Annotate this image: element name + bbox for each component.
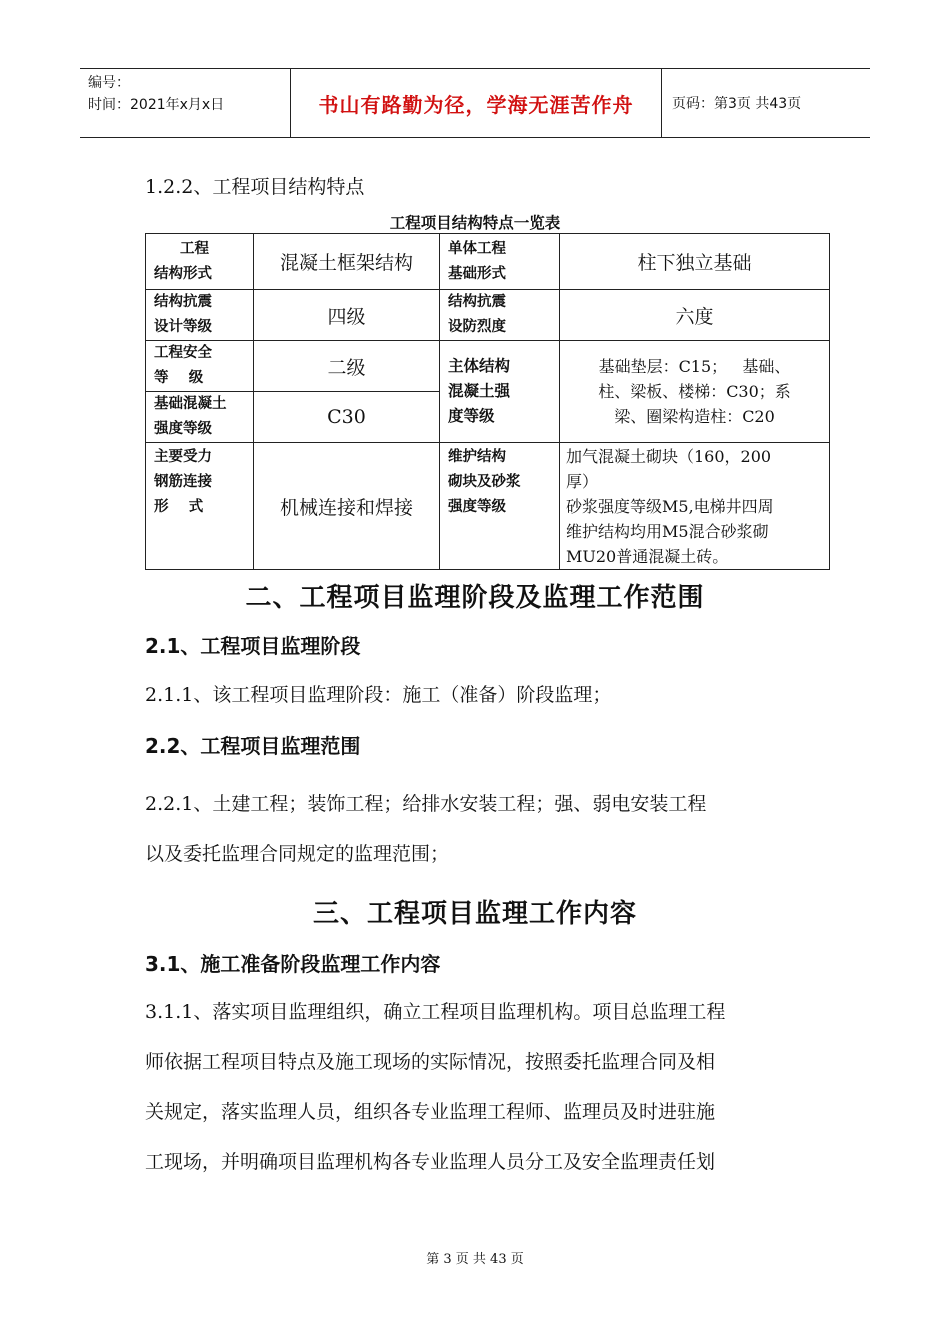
structure-features-table bbox=[145, 233, 830, 570]
label-line: 砌块及砂浆 bbox=[448, 474, 521, 490]
value-line: 柱、梁板、楼梯：C30；系 bbox=[598, 382, 791, 401]
section-2-heading: 二、工程项目监理阶段及监理工作范围 bbox=[245, 583, 705, 613]
label-line: 工程 bbox=[180, 240, 209, 257]
table-row bbox=[146, 234, 830, 290]
table-label-cell bbox=[440, 443, 560, 570]
label-line: 强度等级 bbox=[448, 499, 506, 515]
label-line: 设计等级 bbox=[154, 319, 212, 335]
label-line: 结构抗震 bbox=[448, 294, 506, 310]
label-line: 主体结构 bbox=[448, 357, 511, 375]
section-3-heading: 三、工程项目监理工作内容 bbox=[312, 899, 637, 929]
label-line: 单体工程 bbox=[448, 240, 506, 257]
doc-date-label: 时间：2021年x月x日 bbox=[88, 97, 225, 113]
label-line: 基础形式 bbox=[448, 265, 506, 282]
label-line: 强度等级 bbox=[154, 421, 212, 437]
section-3-1-heading: 3.1、施工准备阶段监理工作内容 bbox=[145, 952, 441, 976]
value-line: 加气混凝土砌块（160，200 bbox=[566, 447, 772, 466]
table-label-cell bbox=[146, 341, 254, 392]
table-value-cell: 机械连接和焊接 bbox=[254, 443, 440, 570]
table-row bbox=[146, 290, 830, 341]
label-line: 形 式 bbox=[154, 499, 204, 515]
label-line: 结构形式 bbox=[154, 265, 212, 282]
label-line: 等 级 bbox=[154, 370, 204, 386]
table-value-cell bbox=[560, 341, 830, 443]
doc-code-label: 编号： bbox=[88, 75, 130, 91]
table-value-cell: 二级 bbox=[254, 341, 440, 392]
value-line: 厚） bbox=[566, 472, 599, 491]
paragraph-3-1-1-line: 师依据工程项目特点及施工现场的实际情况，按照委托监理合同及相 bbox=[145, 1051, 716, 1073]
table-value-cell: 四级 bbox=[254, 290, 440, 341]
label-line: 工程安全 bbox=[154, 345, 212, 361]
table-label-cell bbox=[146, 443, 254, 570]
value-line: 砂浆强度等级M5,电梯井四周 bbox=[566, 497, 774, 516]
header-motto: 书山有路勤为径，学海无涯苦作舟 bbox=[290, 69, 662, 137]
table-value-cell bbox=[560, 443, 830, 570]
label-line: 维护结构 bbox=[448, 449, 506, 465]
table-label-cell bbox=[146, 234, 254, 290]
table-label-cell bbox=[146, 290, 254, 341]
table-value-cell: 混凝土框架结构 bbox=[254, 234, 440, 290]
paragraph-2-1-1: 2.1.1、该工程项目监理阶段：施工（准备）阶段监理； bbox=[145, 684, 612, 706]
table-label-cell bbox=[440, 234, 560, 290]
section-1-2-2-heading: 1.2.2、工程项目结构特点 bbox=[145, 176, 365, 198]
paragraph-3-1-1-line: 3.1.1、落实项目监理组织，确立工程项目监理机构。项目总监理工程 bbox=[145, 1001, 726, 1023]
label-line: 基础混凝土 bbox=[154, 396, 227, 412]
table-value-cell: 柱下独立基础 bbox=[560, 234, 830, 290]
label-line: 结构抗震 bbox=[154, 294, 212, 310]
paragraph-3-1-1-line: 关规定，落实监理人员，组织各专业监理工程师、监理员及时进驻施 bbox=[145, 1101, 716, 1123]
label-line: 度等级 bbox=[448, 407, 495, 425]
paragraph-2-2-1-line: 以及委托监理合同规定的监理范围； bbox=[145, 843, 450, 865]
value-line: 梁、圈梁构造柱：C20 bbox=[614, 407, 775, 426]
paragraph-2-2-1-line: 2.2.1、土建工程；装饰工程；给排水安装工程；强、弱电安装工程 bbox=[145, 793, 707, 815]
table-label-cell bbox=[440, 341, 560, 443]
table-row bbox=[146, 341, 830, 392]
label-line: 钢筋连接 bbox=[154, 474, 212, 490]
table-value-cell: 六度 bbox=[560, 290, 830, 341]
value-line: 基础垫层：C15； 基础、 bbox=[598, 357, 791, 376]
page-footer: 第 3 页 共 43 页 bbox=[426, 1252, 524, 1267]
label-line: 主要受力 bbox=[154, 449, 212, 465]
paragraph-3-1-1-line: 工现场，并明确项目监理机构各专业监理人员分工及安全监理责任划 bbox=[145, 1151, 716, 1173]
header-meta bbox=[80, 69, 290, 137]
table-label-cell bbox=[440, 290, 560, 341]
table-title: 工程项目结构特点一览表 bbox=[389, 214, 561, 232]
table-row bbox=[146, 443, 830, 570]
page-header bbox=[80, 68, 870, 138]
table-label-cell bbox=[146, 392, 254, 443]
label-line: 设防烈度 bbox=[448, 319, 506, 335]
header-page-number: 页码：第3页 共43页 bbox=[672, 96, 802, 112]
section-2-2-heading: 2.2、工程项目监理范围 bbox=[145, 734, 361, 758]
value-line: 维护结构均用M5混合砂浆砌 bbox=[566, 522, 769, 541]
table-value-cell: C30 bbox=[254, 392, 440, 443]
section-2-1-heading: 2.1、工程项目监理阶段 bbox=[145, 634, 361, 658]
label-line: 混凝土强 bbox=[448, 382, 511, 400]
value-line: MU20普通混凝土砖。 bbox=[566, 547, 729, 566]
